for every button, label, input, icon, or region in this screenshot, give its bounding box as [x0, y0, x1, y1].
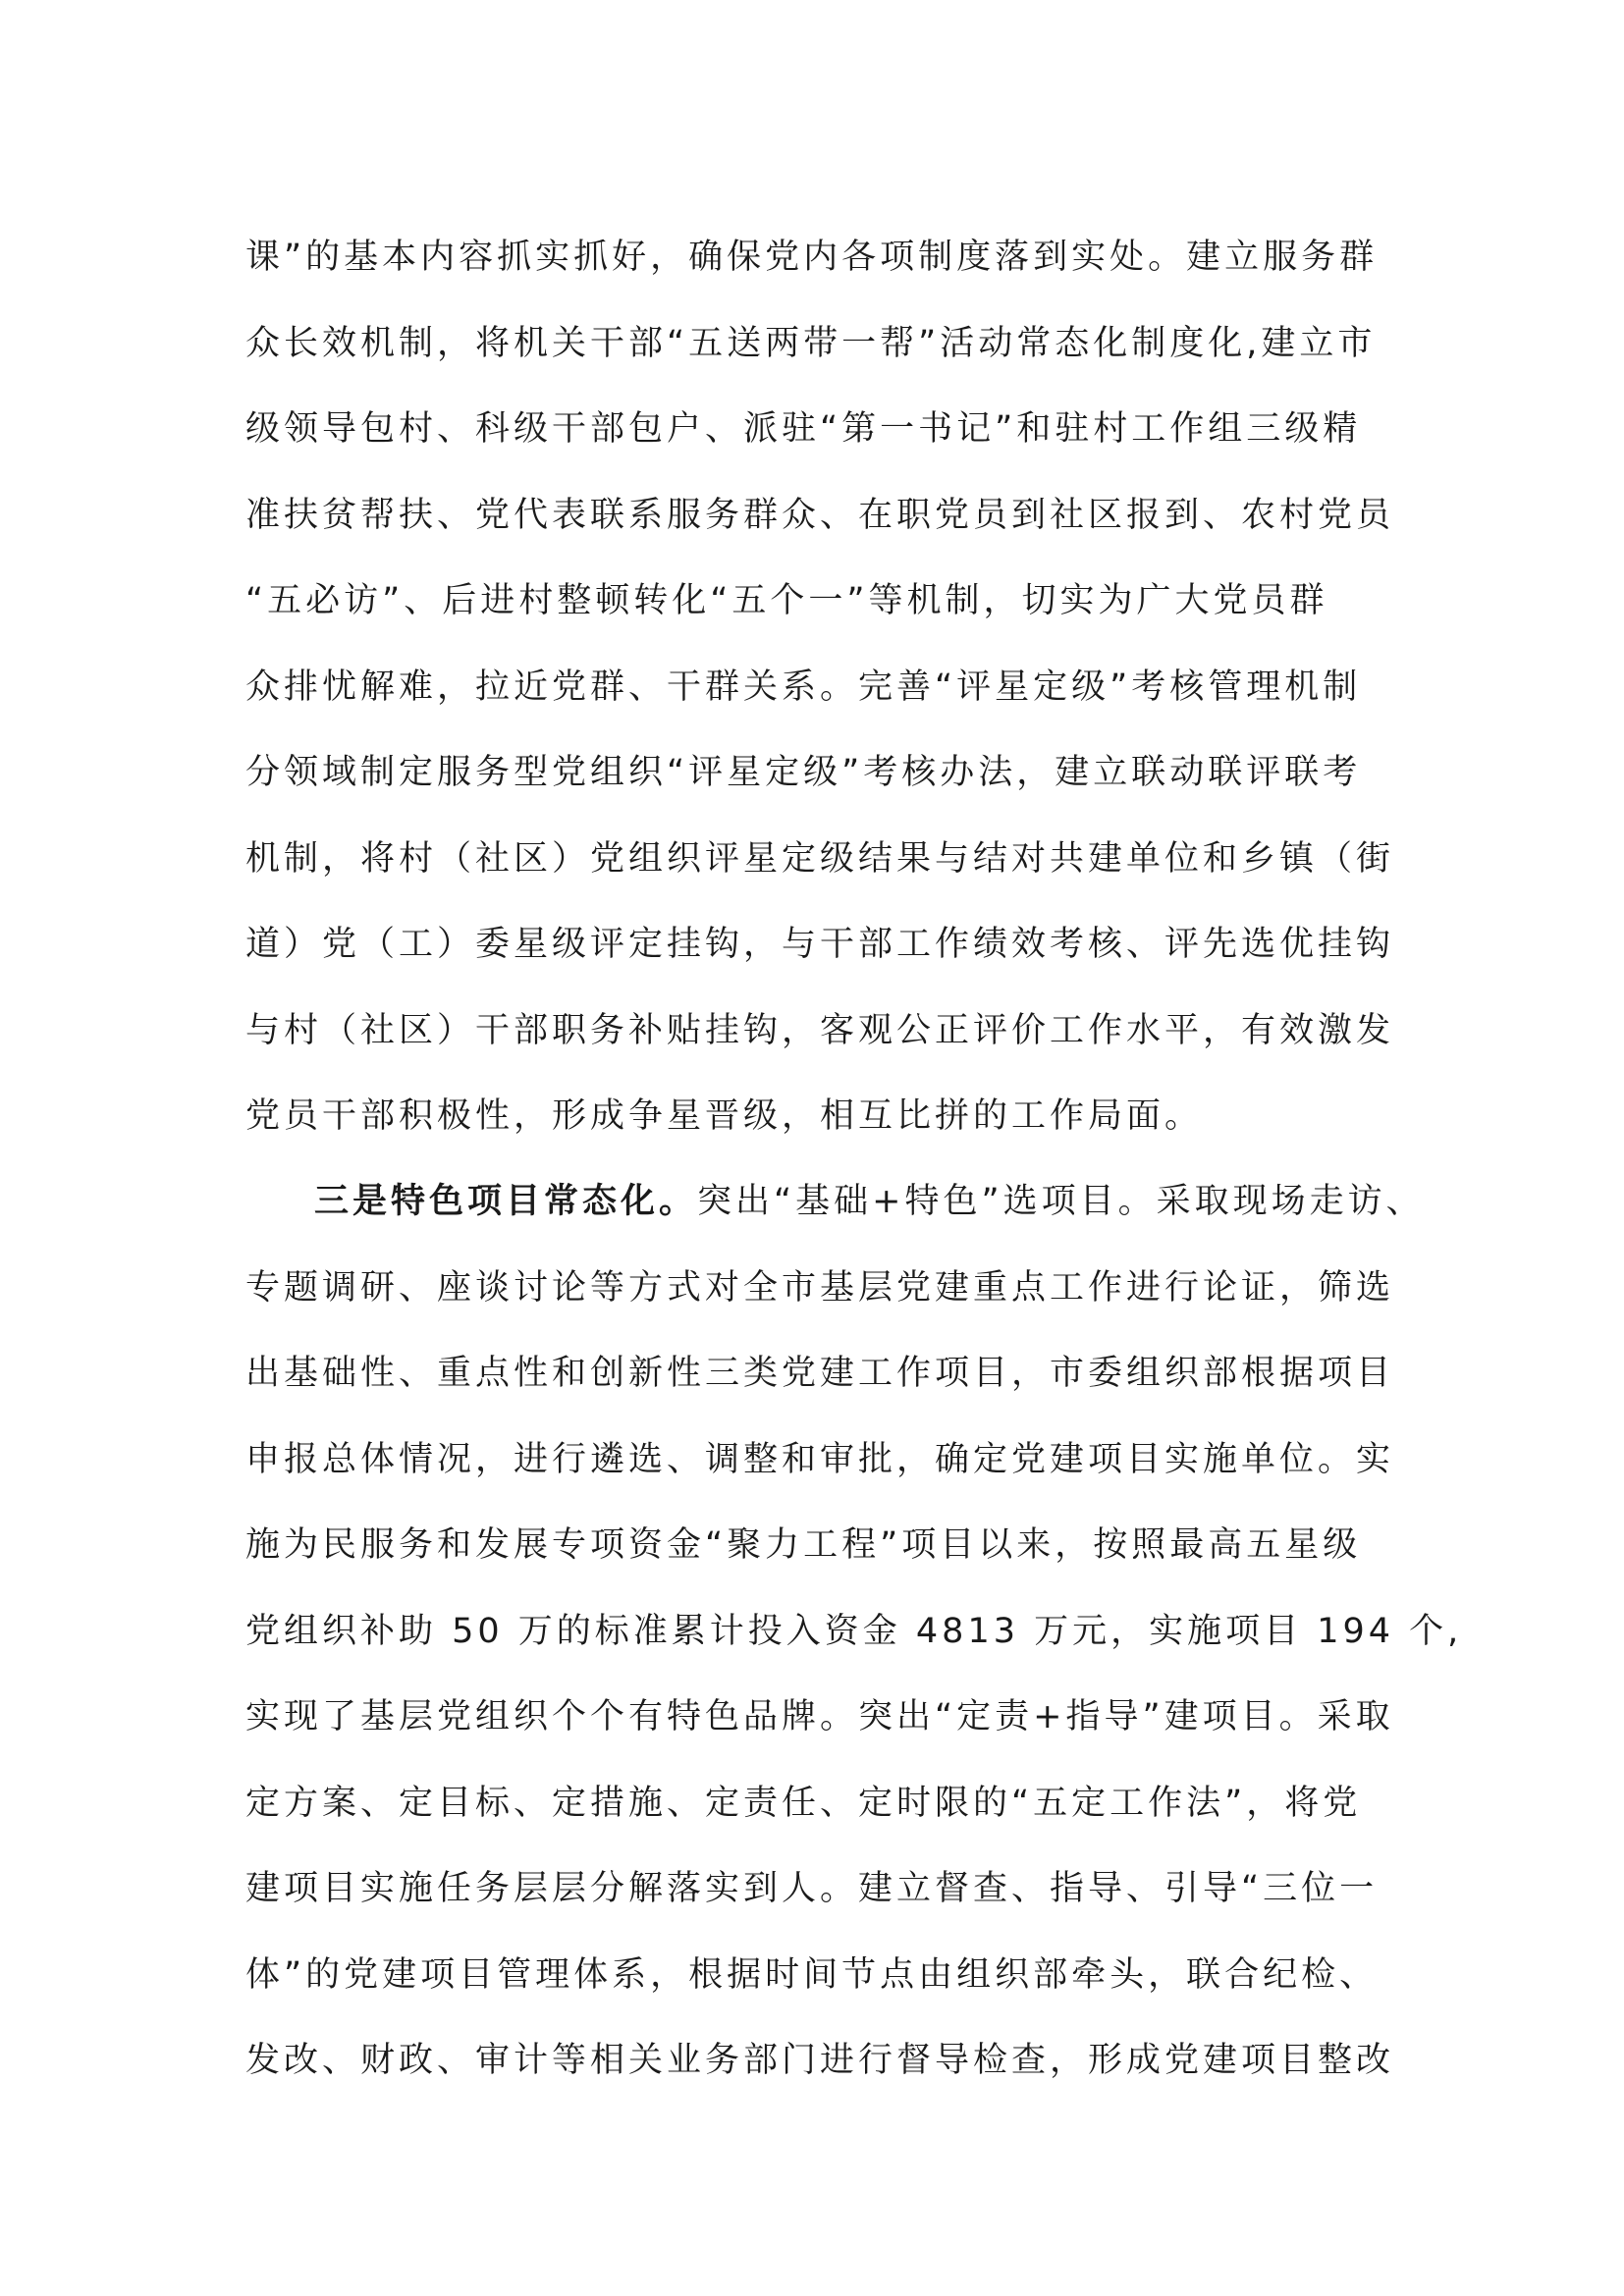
- section-heading: 三是特色项目常态化。: [314, 1182, 698, 1221]
- text-line: “五必访”、后进村整顿转化“五个一”等机制，切实为广大党员群: [245, 581, 1328, 620]
- text-line: 课”的基本内容抓实抓好，确保党内各项制度落到实处。建立服务群: [245, 238, 1379, 277]
- paragraph-2: [245, 1174, 1463, 2119]
- heading-line-text: 突出“基础+特色”选项目。采取现场走访、: [697, 1182, 1425, 1221]
- text-line: 体”的党建项目管理体系，根据时间节点由组织部牵头，联合纪检、: [245, 1954, 1379, 1995]
- text-line: 与村（社区）干部职务补贴挂钩，客观公正评价工作水平，有效激发: [245, 1010, 1395, 1050]
- text-line: 众排忧解难，拉近党群、干群关系。完善“评星定级”考核管理机制: [245, 667, 1362, 707]
- text-line: 专题调研、座谈讨论等方式对全市基层党建重点工作进行论证，筛选: [245, 1267, 1395, 1308]
- text-line: 出基础性、重点性和创新性三类党建工作项目，市委组织部根据项目: [245, 1354, 1395, 1393]
- text-line: 准扶贫帮扶、党代表联系服务群众、在职党员到社区报到、农村党员: [245, 495, 1395, 535]
- text-line: 建项目实施任务层层分解落实到人。建立督查、指导、引导“三位一: [245, 1869, 1379, 1908]
- text-line: 申报总体情况，进行遴选、调整和审批，确定党建项目实施单位。实: [245, 1439, 1395, 1479]
- text-line: 道）党（工）委星级评定挂钩，与干部工作绩效考核、评先选优挂钩: [245, 925, 1395, 964]
- paragraph-1: [245, 230, 1394, 1175]
- text-line: 机制，将村（社区）党组织评星定级结果与结对共建单位和乡镇（街: [245, 838, 1395, 879]
- text-line: 施为民服务和发展专项资金“聚力工程”项目以来，按照最高五星级: [245, 1525, 1362, 1565]
- text-line: 众长效机制，将机关干部“五送两带一帮”活动常态化制度化,建立市: [245, 323, 1377, 363]
- paragraph-2-first-line: [245, 1174, 1425, 1260]
- text-line: 党组织补助 50 万的标准累计投入资金 4813 万元，实施项目 194 个,: [245, 1611, 1463, 1651]
- text-line: 发改、财政、审计等相关业务部门进行督导检查，形成党建项目整改: [245, 2041, 1395, 2080]
- text-line: 级领导包村、科级干部包户、派驻“第一书记”和驻村工作组三级精: [245, 409, 1362, 449]
- text-line: 党员干部积极性，形成争星晋级，相互比拼的工作局面。: [245, 1096, 1204, 1136]
- text-line: 实现了基层党组织个个有特色品牌。突出“定责+指导”建项目。采取: [245, 1697, 1394, 1736]
- text-line: 分领域制定服务型党组织“评星定级”考核办法，建立联动联评联考: [245, 753, 1362, 792]
- text-line: 定方案、定目标、定措施、定责任、定时限的“五定工作法”，将党: [245, 1783, 1362, 1823]
